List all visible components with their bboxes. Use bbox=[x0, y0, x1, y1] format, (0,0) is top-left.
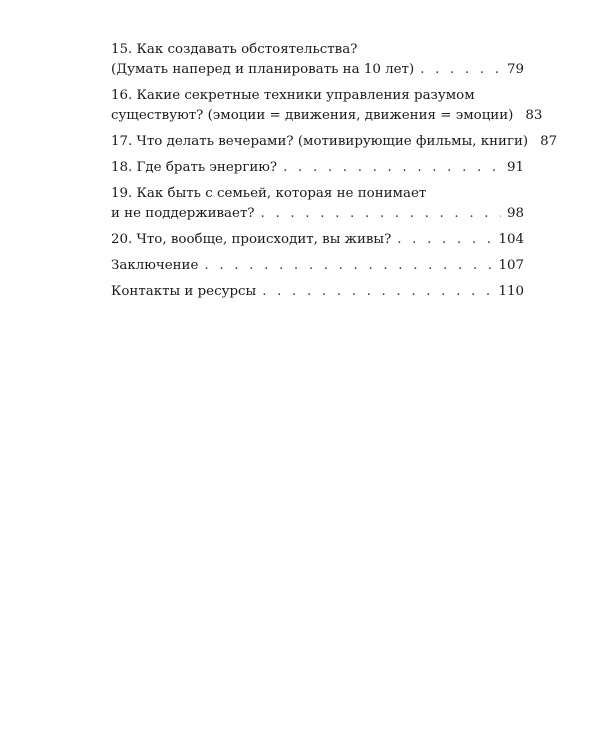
toc-entry-title: 19. Как быть с семьей, которая не понимает bbox=[111, 186, 427, 201]
toc-entry-15[interactable] bbox=[111, 40, 524, 80]
toc-entry-title: 20. Что, вообще, происходит, вы живы? bbox=[111, 232, 392, 247]
toc-entry-conclusion[interactable] bbox=[111, 256, 524, 276]
dot-leader bbox=[397, 230, 492, 250]
toc-entry-title: 18. Где брать энергию? bbox=[111, 160, 278, 175]
toc-page-number: 98 bbox=[506, 206, 524, 221]
dot-leader bbox=[420, 60, 501, 80]
toc-entry-17[interactable] bbox=[111, 132, 558, 152]
toc-entry-title: 16. Какие секретные техники управления разумом bbox=[111, 88, 475, 103]
toc-page-number: 104 bbox=[498, 232, 524, 247]
toc-entry-title: 15. Как создавать обстоятельства? bbox=[111, 42, 358, 57]
dot-leader bbox=[283, 158, 501, 178]
toc-entry-20[interactable] bbox=[111, 230, 524, 250]
toc-entry-19[interactable] bbox=[111, 184, 524, 224]
toc-entry-18[interactable] bbox=[111, 158, 524, 178]
toc-page-number: 110 bbox=[498, 284, 524, 299]
toc-entry-title: (Думать наперед и планировать на 10 лет) bbox=[111, 62, 415, 77]
toc-page-number: 91 bbox=[506, 160, 524, 175]
toc-entry-title: Контакты и ресурсы bbox=[111, 284, 257, 299]
toc-entry-16[interactable] bbox=[111, 86, 543, 126]
toc-page-number: 79 bbox=[506, 62, 524, 77]
toc-entry-title: существуют? (эмоции = движения, движения = эмоции) bbox=[111, 108, 514, 123]
table-of-contents bbox=[111, 40, 558, 308]
toc-page-number: 107 bbox=[498, 258, 524, 273]
toc-page-number: 87 bbox=[540, 134, 558, 149]
toc-page-number: 83 bbox=[525, 108, 543, 123]
toc-entry-title: и не поддерживает? bbox=[111, 206, 255, 221]
dot-leader bbox=[262, 282, 492, 302]
toc-entry-contacts[interactable] bbox=[111, 282, 524, 302]
dot-leader bbox=[261, 204, 501, 224]
dot-leader bbox=[204, 256, 492, 276]
toc-entry-title: Заключение bbox=[111, 258, 199, 273]
toc-entry-title: 17. Что делать вечерами? (мотивирующие фильмы, книги) bbox=[111, 134, 529, 149]
